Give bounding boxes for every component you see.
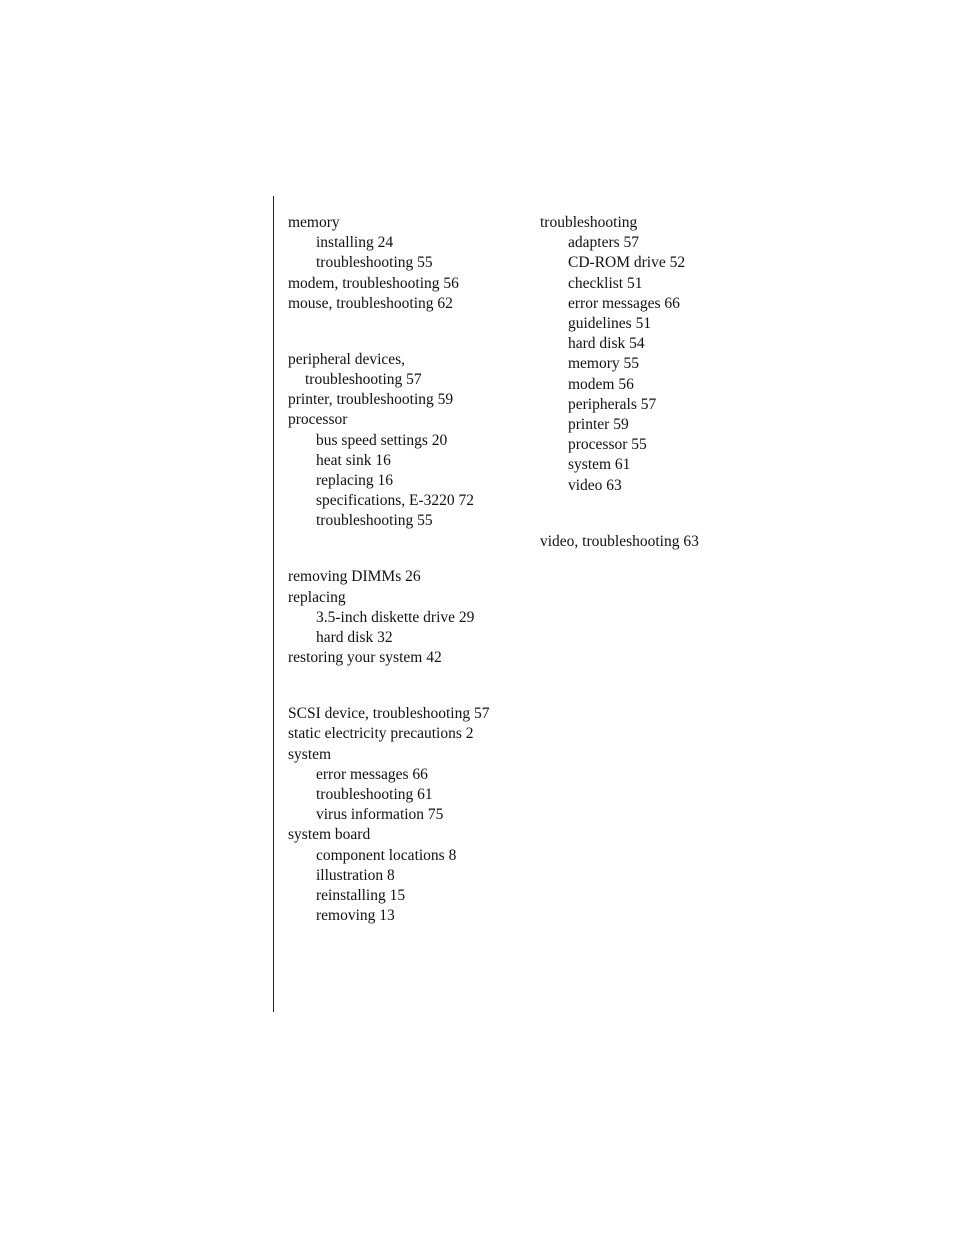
index-section-gap xyxy=(288,314,528,350)
index-subentry: specifications, E-3220 72 xyxy=(316,492,474,510)
index-entry: processor xyxy=(288,411,348,429)
index-entry: static electricity precautions 2 xyxy=(288,725,474,743)
index-subentry: component locations 8 xyxy=(316,846,457,864)
index-entry: system xyxy=(288,745,332,763)
index-subentry: video 63 xyxy=(568,476,622,494)
index-subentry: installing 24 xyxy=(316,234,394,252)
index-entry: replacing xyxy=(288,588,346,606)
index-entry: video, troubleshooting 63 xyxy=(540,532,699,550)
index-entry: removing DIMMs 26 xyxy=(288,568,421,586)
margin-rule xyxy=(273,196,274,1012)
index-subentry: hard disk 54 xyxy=(568,335,645,353)
index-entry: troubleshooting xyxy=(540,214,638,231)
index-entry: mouse, troubleshooting 62 xyxy=(288,294,453,312)
index-entry: memory xyxy=(288,214,340,231)
index-subentry: guidelines 51 xyxy=(568,315,652,333)
index-subentry: virus information 75 xyxy=(316,806,444,824)
index-subentry: troubleshooting 61 xyxy=(316,786,433,804)
index-entry-continuation: troubleshooting 57 xyxy=(305,371,422,389)
index-subentry: processor 55 xyxy=(568,436,647,454)
index-entry: system board xyxy=(288,826,371,844)
index-subentry: illustration 8 xyxy=(316,866,395,884)
index-entry: printer, troubleshooting 59 xyxy=(288,391,454,409)
index-subentry: hard disk 32 xyxy=(316,629,393,647)
index-subentry: reinstalling 15 xyxy=(316,887,406,905)
index-subentry: modem 56 xyxy=(568,375,634,393)
index-subentry: printer 59 xyxy=(568,416,629,434)
index-subentry: troubleshooting 55 xyxy=(316,512,433,530)
index-subentry: error messages 66 xyxy=(568,294,680,312)
index-subentry: bus speed settings 20 xyxy=(316,431,448,449)
index-subentry: memory 55 xyxy=(568,355,640,373)
index-section-gap xyxy=(288,532,528,568)
index-subentry: heat sink 16 xyxy=(316,451,391,469)
index-column-right xyxy=(540,213,800,552)
index-entry: modem, troubleshooting 56 xyxy=(288,274,459,292)
index-entry: SCSI device, troubleshooting 57 xyxy=(288,705,490,723)
index-entry: peripheral devices, xyxy=(288,350,406,368)
index-subentry: 3.5-inch diskette drive 29 xyxy=(316,608,475,626)
index-subentry: error messages 66 xyxy=(316,765,428,783)
index-column-left xyxy=(288,213,528,926)
index-subentry: CD-ROM drive 52 xyxy=(568,254,686,272)
index-subentry: peripherals 57 xyxy=(568,395,657,413)
index-entry: restoring your system 42 xyxy=(288,649,442,667)
index-subentry: removing 13 xyxy=(316,907,395,925)
index-subentry: adapters 57 xyxy=(568,234,640,252)
index-subentry: checklist 51 xyxy=(568,274,643,292)
index-section-gap xyxy=(540,496,800,532)
index-section-gap xyxy=(288,668,528,704)
index-subentry: replacing 16 xyxy=(316,472,394,490)
index-subentry: troubleshooting 55 xyxy=(316,254,433,272)
index-subentry: system 61 xyxy=(568,456,631,474)
